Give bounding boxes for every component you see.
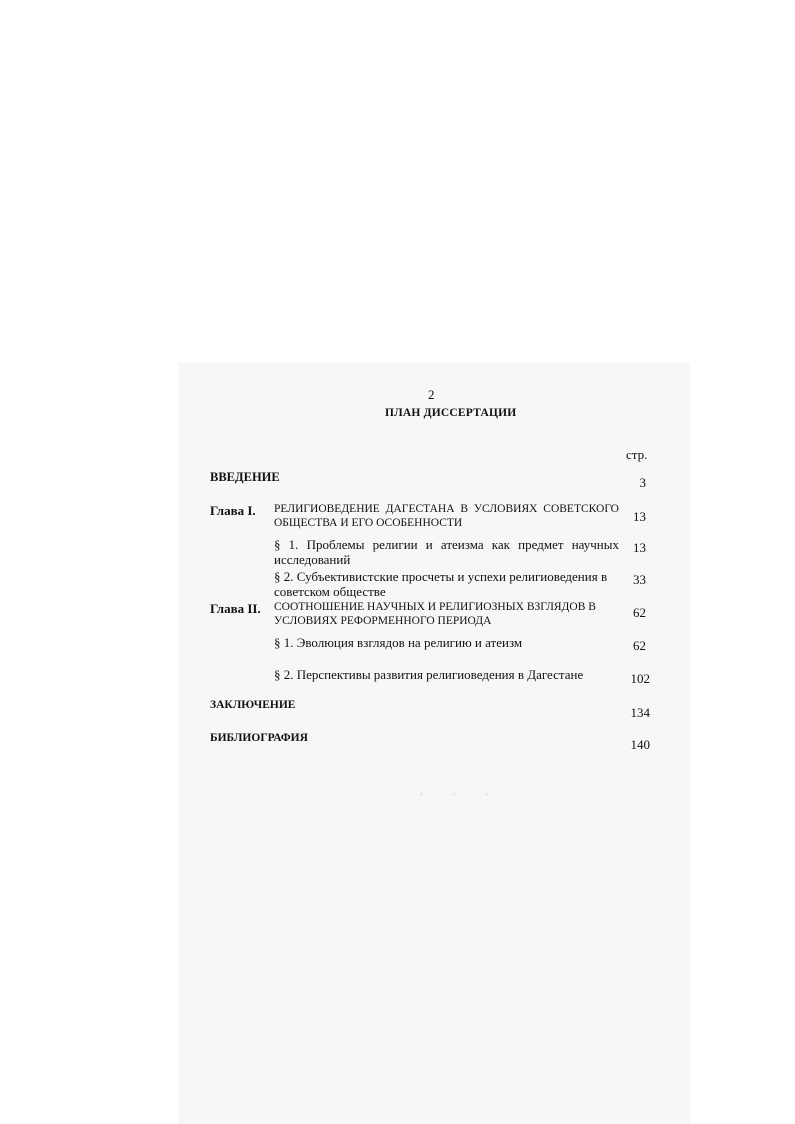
toc-chapter2-title: СООТНОШЕНИЕ НАУЧНЫХ И РЕЛИГИОЗНЫХ ВЗГЛЯДОВ В УСЛОВИЯХ РЕФОРМЕННОГО ПЕРИОДА [274, 601, 596, 627]
toc-chapter2-page: 62 [633, 605, 646, 620]
toc-chapter2-section1-page: 62 [633, 638, 646, 653]
toc-chapter1-section1-page: 13 [633, 540, 646, 555]
toc-introduction-page: 3 [639, 475, 646, 490]
toc-conclusion-page: 134 [630, 705, 650, 720]
toc-chapter1-section1: § 1. Проблемы религии и атеизма как предмет научных исследований [274, 537, 619, 567]
toc-conclusion-label: ЗАКЛЮЧЕНИЕ [210, 699, 296, 711]
scan-specks: · · · [420, 790, 502, 799]
toc-chapter1-title: РЕЛИГИОВЕДЕНИЕ ДАГЕСТАНА В УСЛОВИЯХ СОВЕТСКОГО ОБЩЕСТВА И ЕГО ОСОБЕННОСТИ [274, 503, 619, 529]
page-title: ПЛАН ДИССЕРТАЦИИ [385, 407, 517, 419]
toc-chapter1-section2-page: 33 [633, 572, 646, 587]
toc-bibliography-label: БИБЛИОГРАФИЯ [210, 732, 308, 744]
toc-chapter2-section1: § 1. Эволюция взглядов на религию и атеизм [274, 635, 523, 650]
toc-chapter1-page: 13 [633, 509, 646, 524]
page-number: 2 [428, 387, 435, 402]
toc-chapter1-section2: § 2. Субъективистские просчеты и успехи религиоведения в советском обществе [274, 569, 608, 599]
toc-chapter2-label: Глава II. [210, 601, 261, 616]
page-column-label: стр. [626, 447, 648, 462]
toc-chapter2-section2: § 2. Перспективы развития религиоведения в Дагестане [274, 667, 584, 682]
toc-bibliography-page: 140 [630, 737, 650, 752]
toc-chapter2-section2-page: 102 [630, 671, 650, 686]
toc-introduction-label: ВВЕДЕНИЕ [210, 470, 280, 484]
toc-chapter1-label: Глава I. [210, 503, 256, 518]
